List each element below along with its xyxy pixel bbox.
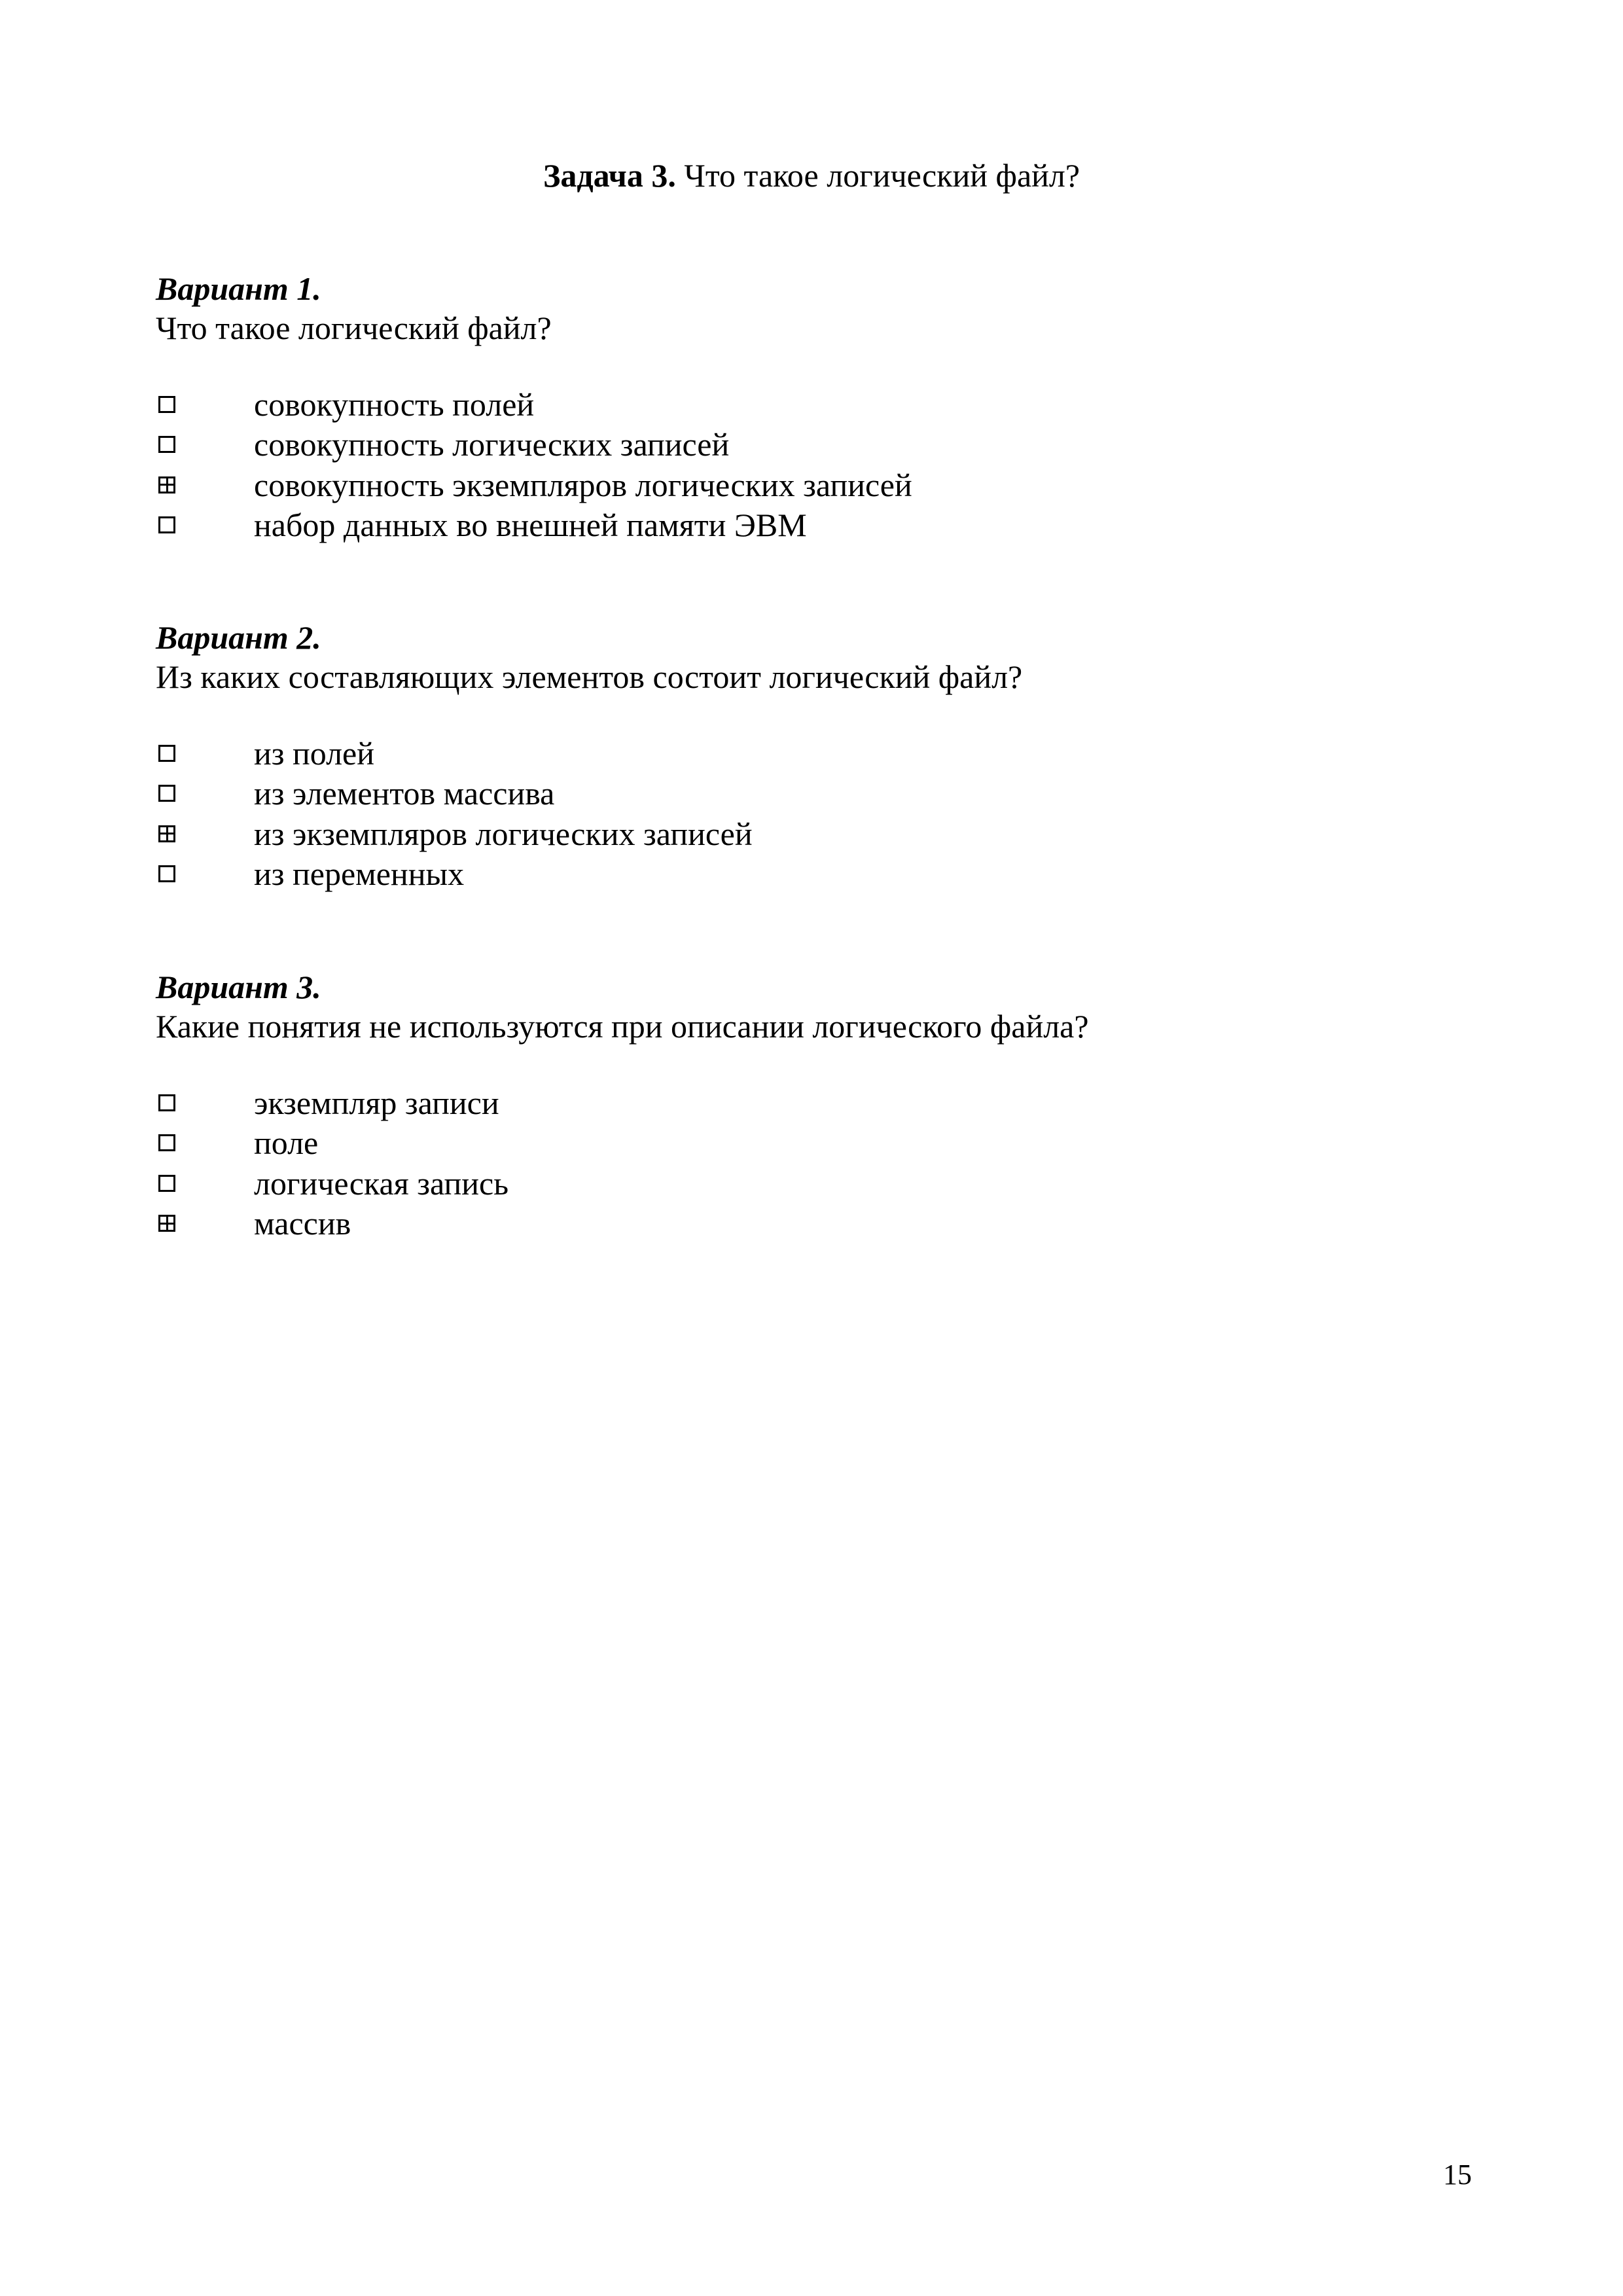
answer-option[interactable] <box>156 505 1465 546</box>
answer-option[interactable] <box>156 1204 1465 1244</box>
answer-option-label: из экземпляров логических записей <box>254 815 753 852</box>
answer-option-label: из элементов массива <box>254 775 555 812</box>
answer-options <box>156 1083 1465 1244</box>
checkbox-icon[interactable] <box>158 396 175 413</box>
answer-option-label: массив <box>254 1205 351 1242</box>
checked-checkbox-icon[interactable] <box>158 1215 175 1232</box>
answer-option[interactable] <box>156 733 1465 774</box>
checkbox-icon[interactable] <box>158 516 175 533</box>
answer-option[interactable] <box>156 854 1465 895</box>
answer-option-label: экземпляр записи <box>254 1084 499 1121</box>
variant-3 <box>156 967 1465 1244</box>
checkbox-icon[interactable] <box>158 1134 175 1151</box>
variant-2 <box>156 618 1465 894</box>
variant-heading: Вариант 2. <box>156 619 321 656</box>
checked-checkbox-icon[interactable] <box>158 476 175 493</box>
checkbox-icon[interactable] <box>158 785 175 802</box>
answer-option-label: совокупность полей <box>254 386 535 423</box>
variant-heading: Вариант 3. <box>156 969 321 1005</box>
variant-question: Какие понятия не используются при описании логического файла? <box>156 1008 1089 1045</box>
task-title <box>0 156 1623 195</box>
answer-option-label: совокупность логических записей <box>254 426 730 463</box>
answer-option[interactable] <box>156 1163 1465 1204</box>
variant-1 <box>156 269 1465 545</box>
answer-option[interactable] <box>156 1123 1465 1164</box>
checkbox-icon[interactable] <box>158 1175 175 1192</box>
task-label: Задача 3. <box>543 157 676 194</box>
answer-option-label: из переменных <box>254 855 465 893</box>
answer-option[interactable] <box>156 465 1465 505</box>
checkbox-icon[interactable] <box>158 436 175 453</box>
checkbox-icon[interactable] <box>158 745 175 762</box>
task-question: Что такое логический файл? <box>684 157 1080 194</box>
answer-option[interactable] <box>156 1083 1465 1123</box>
answer-option-label: из полей <box>254 734 375 772</box>
page-number: 15 <box>1443 2159 1472 2191</box>
answer-options <box>156 733 1465 894</box>
answer-option[interactable] <box>156 384 1465 425</box>
variant-question: Что такое логический файл? <box>156 310 552 346</box>
checkbox-icon[interactable] <box>158 1094 175 1111</box>
answer-option[interactable] <box>156 774 1465 814</box>
answer-option[interactable] <box>156 425 1465 465</box>
answer-options <box>156 384 1465 545</box>
checkbox-icon[interactable] <box>158 865 175 882</box>
answer-option-label: поле <box>254 1124 319 1162</box>
answer-option-label: совокупность экземпляров логических записей <box>254 466 912 503</box>
answer-option-label: логическая запись <box>254 1164 509 1202</box>
answer-option-label: набор данных во внешней памяти ЭВМ <box>254 507 807 544</box>
checked-checkbox-icon[interactable] <box>158 825 175 842</box>
answer-option[interactable] <box>156 814 1465 854</box>
variant-heading: Вариант 1. <box>156 270 321 307</box>
variant-question: Из каких составляющих элементов состоит логический файл? <box>156 658 1023 695</box>
